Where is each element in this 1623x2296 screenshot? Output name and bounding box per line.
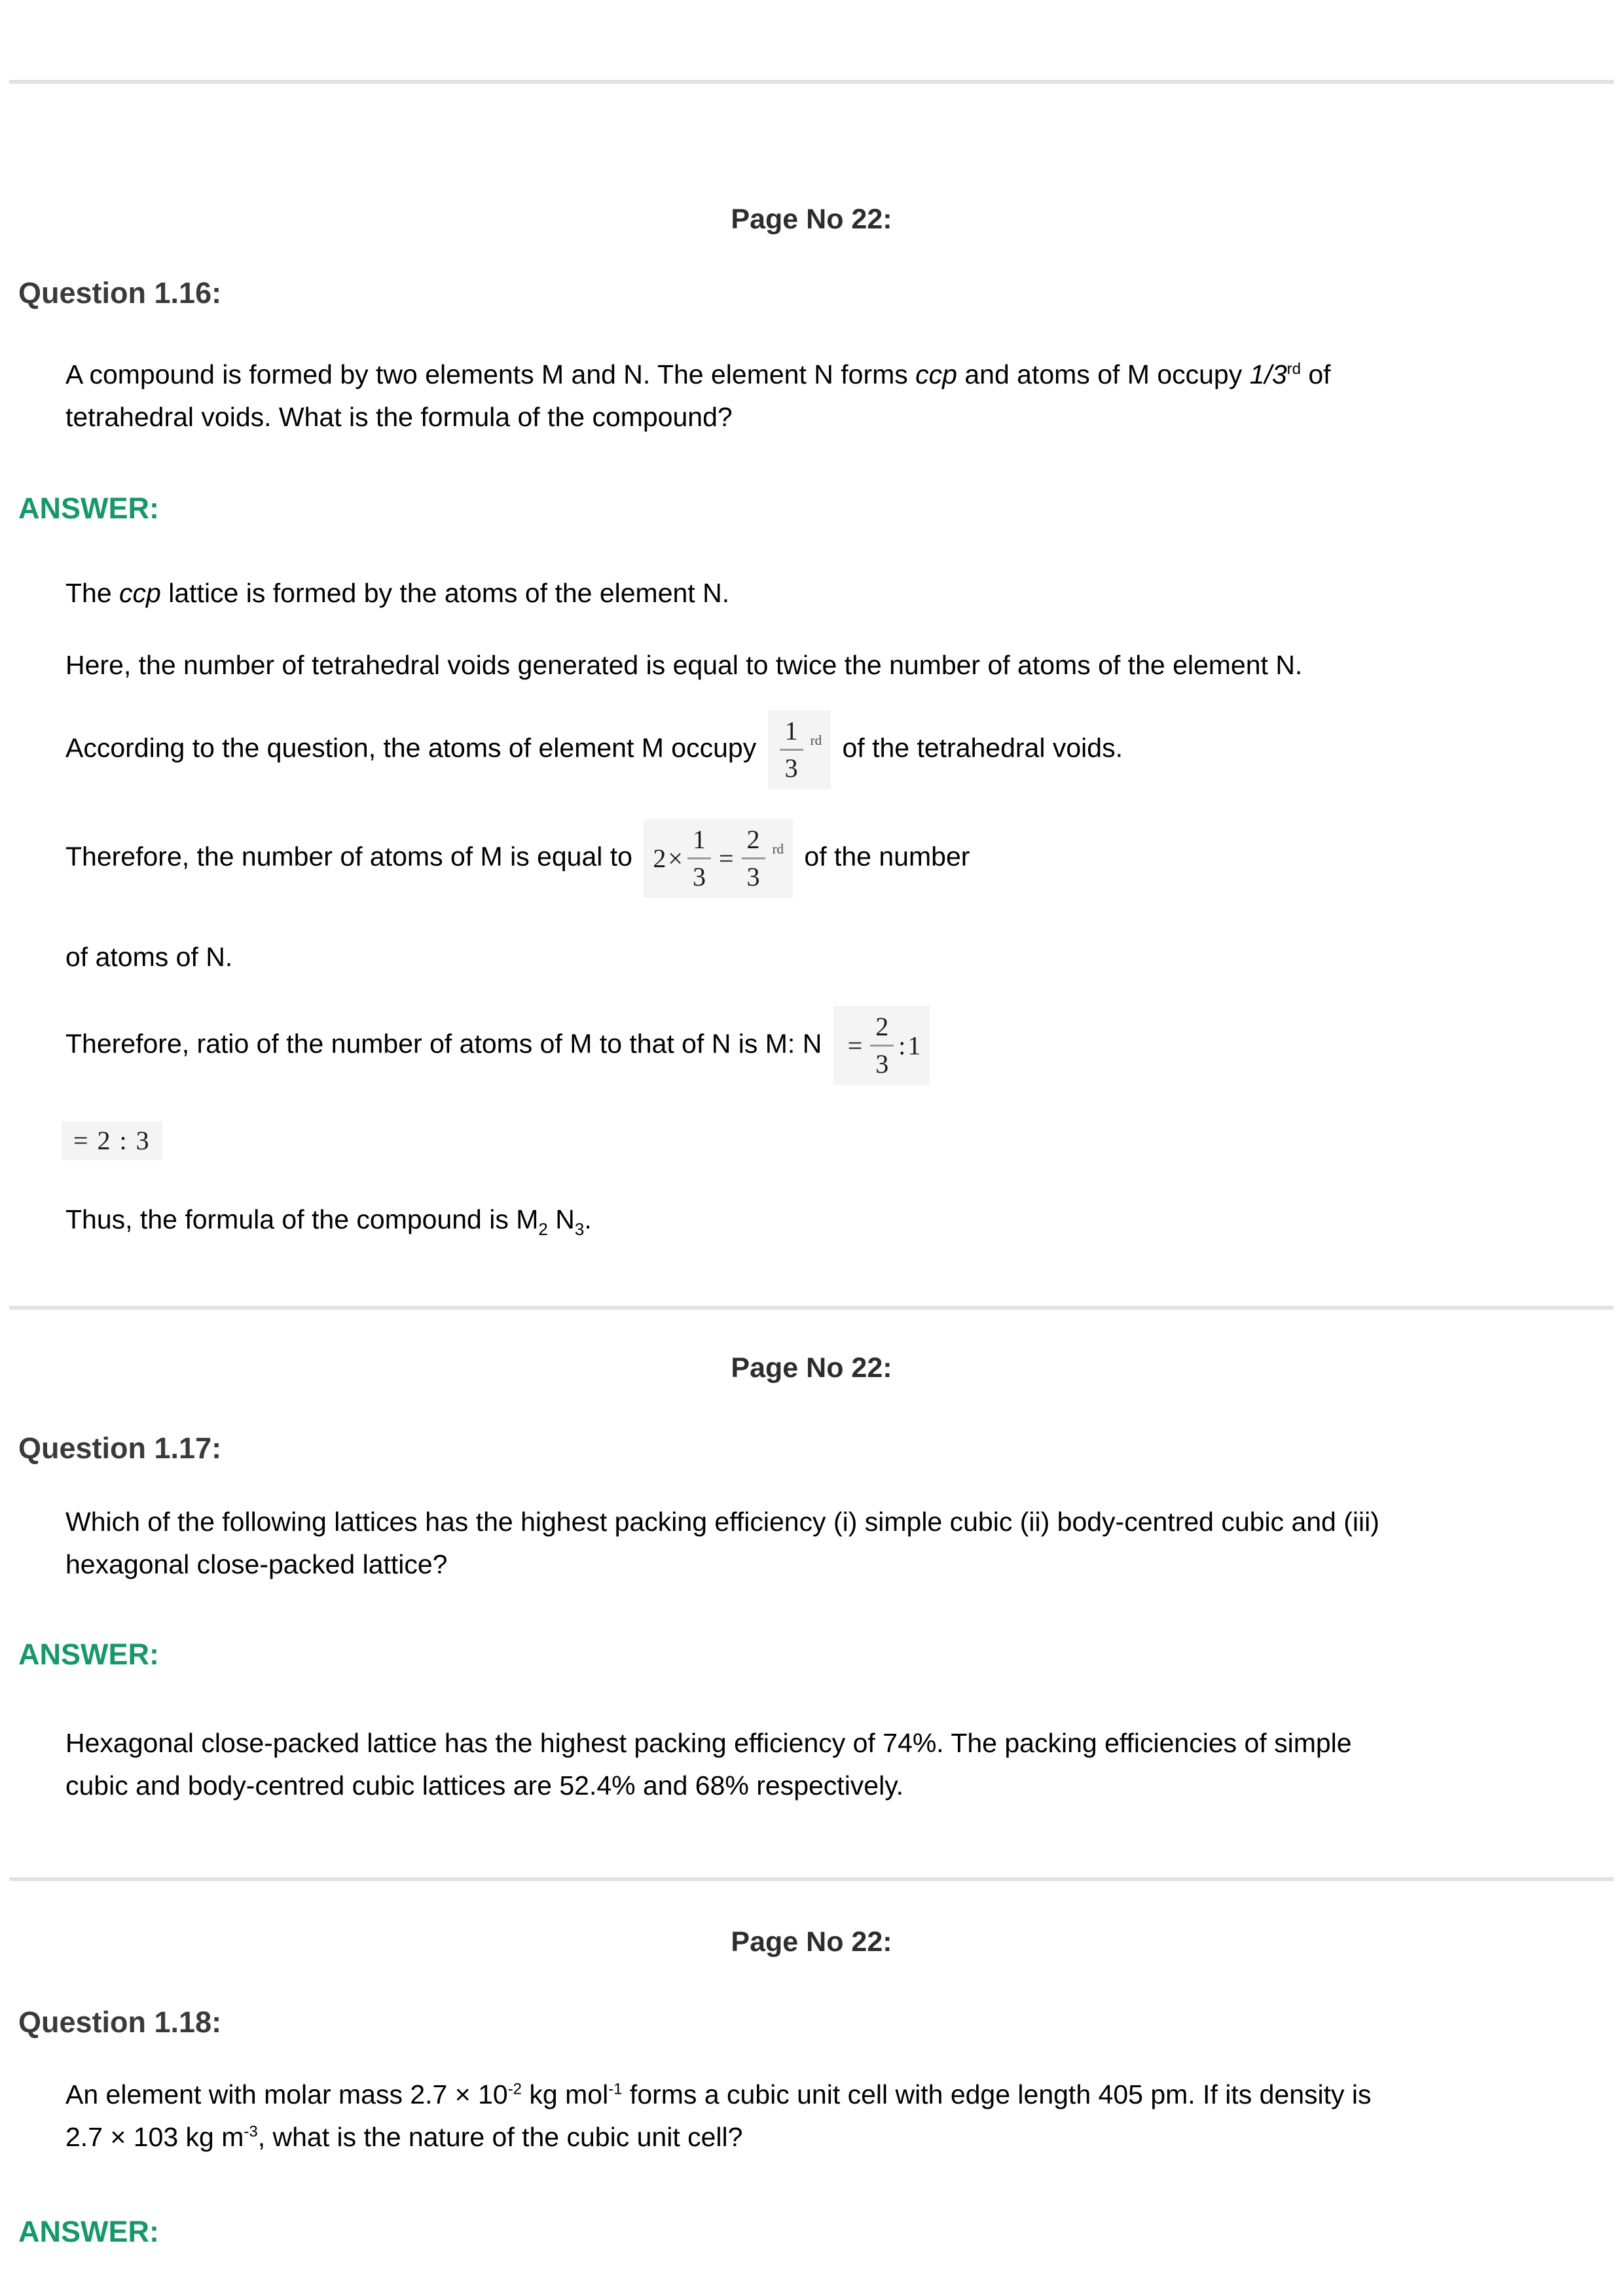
text-segment: , what is the nature of the cubic unit cell? bbox=[257, 2122, 743, 2152]
page-number-heading: Page No 22: bbox=[731, 1926, 892, 1958]
section-divider bbox=[9, 1877, 1614, 1881]
text-segment: of the tetrahedral voids. bbox=[835, 732, 1123, 763]
fraction-denominator: 3 bbox=[870, 1045, 894, 1079]
text-line bbox=[65, 710, 1597, 789]
answer-heading: ANSWER: bbox=[18, 492, 159, 525]
text-line: cubic and body-centred cubic lattices are 52.4% and 68% respectively. bbox=[65, 1770, 904, 1801]
answer-paragraph bbox=[65, 1006, 1597, 1085]
subscript: 2 bbox=[538, 1219, 548, 1239]
question-heading: Question 1.16: bbox=[18, 276, 222, 310]
text-segment: forms a cubic unit cell with edge length 405 pm. If its density is bbox=[622, 2079, 1372, 2109]
italic-text: ccp bbox=[119, 578, 161, 608]
text-line: Which of the following lattices has the highest packing efficiency (i) simple cubic (ii) body-centred cubic and (iii) bbox=[65, 1507, 1379, 1537]
fraction-numerator: 1 bbox=[784, 716, 798, 745]
question-text bbox=[65, 1501, 1597, 1586]
question-section-1-17 bbox=[0, 1352, 1623, 1807]
math-term: = 2 : 3 bbox=[73, 1126, 151, 1155]
inline-math-one-third bbox=[768, 710, 831, 789]
math-superscript: rd bbox=[772, 841, 784, 857]
text-line bbox=[65, 1198, 1597, 1241]
fraction bbox=[742, 825, 765, 891]
italic-text: ccp bbox=[915, 359, 957, 389]
fraction-denominator: 3 bbox=[780, 749, 803, 783]
math-term: 2 bbox=[653, 843, 666, 873]
text-segment: . bbox=[584, 1204, 592, 1234]
question-section-1-18 bbox=[0, 1926, 1623, 2250]
fraction-numerator: 2 bbox=[875, 1012, 889, 1041]
answer-paragraph bbox=[65, 710, 1597, 789]
math-superscript: rd bbox=[810, 732, 822, 748]
text-line: Here, the number of tetrahedral voids generated is equal to twice the number of atoms of the element N. bbox=[65, 650, 1303, 680]
subscript: 3 bbox=[574, 1219, 585, 1239]
text-segment: Thus, the formula of the compound is M bbox=[65, 1204, 539, 1234]
answer-paragraph bbox=[58, 1121, 1597, 1160]
inline-math-ratio bbox=[833, 1006, 930, 1085]
text-segment: According to the question, the atoms of element M occupy bbox=[65, 732, 764, 763]
document-page bbox=[0, 80, 1623, 2296]
text-segment: kg mol bbox=[522, 2079, 609, 2109]
answer-paragraph bbox=[65, 1722, 1597, 1807]
fraction-numerator: 1 bbox=[692, 825, 706, 854]
question-text bbox=[65, 2073, 1597, 2159]
text-line bbox=[65, 2116, 1597, 2159]
text-line bbox=[65, 353, 1597, 396]
answer-heading: ANSWER: bbox=[18, 2215, 159, 2248]
text-line bbox=[65, 2073, 1597, 2116]
fraction bbox=[687, 825, 711, 891]
text-segment: of the number bbox=[797, 841, 970, 872]
math-term: 1 bbox=[907, 1030, 921, 1060]
answer-paragraph bbox=[65, 644, 1597, 687]
fraction bbox=[870, 1013, 894, 1079]
section-divider bbox=[9, 1306, 1614, 1310]
question-heading: Question 1.17: bbox=[18, 1431, 222, 1465]
text-segment: of bbox=[1300, 359, 1331, 389]
fraction-denominator: 3 bbox=[742, 857, 765, 891]
text-line bbox=[65, 572, 1597, 615]
text-segment: N bbox=[547, 1204, 575, 1234]
answer-heading: ANSWER: bbox=[18, 1638, 159, 1671]
italic-fraction-text: 1/3 bbox=[1249, 359, 1287, 389]
section-divider bbox=[9, 80, 1614, 84]
superscript: -3 bbox=[244, 2123, 258, 2141]
text-line: of atoms of N. bbox=[65, 942, 233, 972]
page-number-heading: Page No 22: bbox=[731, 1352, 892, 1384]
inline-math-result bbox=[62, 1121, 162, 1160]
text-line: hexagonal close-packed lattice? bbox=[65, 1549, 448, 1579]
text-line: Hexagonal close-packed lattice has the highest packing efficiency of 74%. The packing efficiencies of simple bbox=[65, 1728, 1352, 1758]
superscript: -2 bbox=[507, 2080, 522, 2098]
equals-operator: = bbox=[718, 843, 734, 873]
inline-math-two-thirds-equation bbox=[644, 819, 793, 898]
multiply-operator: × bbox=[668, 843, 683, 873]
text-line bbox=[65, 1006, 1597, 1085]
equals-operator: = bbox=[847, 1030, 863, 1060]
page-number-heading: Page No 22: bbox=[731, 204, 892, 235]
text-segment: Therefore, the number of atoms of M is equal to bbox=[65, 841, 640, 872]
question-text bbox=[65, 353, 1597, 439]
answer-paragraph bbox=[65, 1198, 1597, 1241]
question-heading: Question 1.18: bbox=[18, 2005, 222, 2039]
text-segment: A compound is formed by two elements M and N. The element N forms bbox=[65, 359, 916, 389]
text-segment: lattice is formed by the atoms of the element N. bbox=[160, 578, 730, 608]
text-line: tetrahedral voids. What is the formula of the compound? bbox=[65, 402, 733, 432]
text-segment: and atoms of M occupy bbox=[957, 359, 1250, 389]
fraction bbox=[780, 717, 803, 783]
fraction-denominator: 3 bbox=[687, 857, 711, 891]
text-segment: The bbox=[65, 578, 120, 608]
superscript: rd bbox=[1286, 360, 1301, 378]
text-segment: 2.7 × 103 kg m bbox=[65, 2122, 244, 2152]
ratio-colon: : bbox=[898, 1030, 906, 1060]
text-segment: Therefore, ratio of the number of atoms of M to that of N is M: N bbox=[65, 1028, 830, 1059]
answer-paragraph bbox=[65, 572, 1597, 615]
answer-paragraph bbox=[65, 936, 1597, 978]
answer-paragraph bbox=[65, 819, 1597, 898]
question-section-1-16 bbox=[0, 203, 1623, 1241]
text-segment: An element with molar mass 2.7 × 10 bbox=[65, 2079, 508, 2109]
superscript: -1 bbox=[608, 2080, 623, 2098]
text-line bbox=[65, 819, 1597, 898]
fraction-numerator: 2 bbox=[746, 825, 760, 854]
